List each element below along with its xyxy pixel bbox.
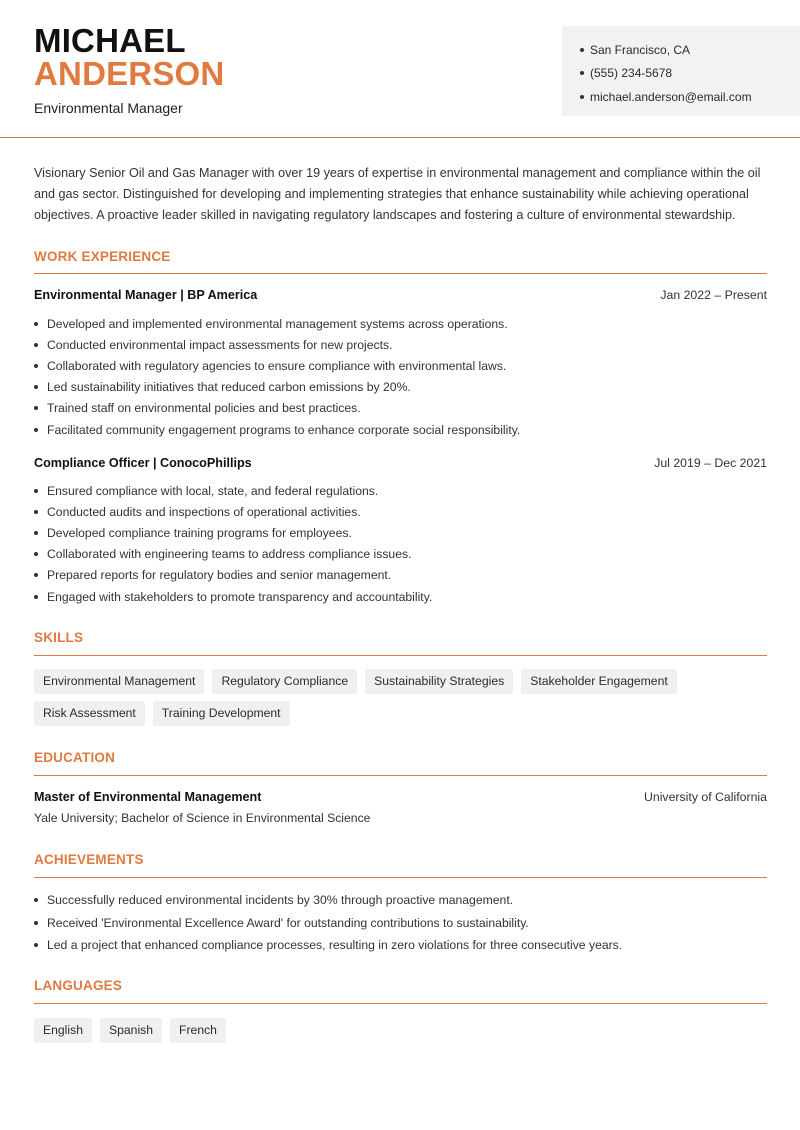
contact-email[interactable] (580, 85, 800, 109)
contact-box (562, 26, 800, 116)
skill-tag: Regulatory Compliance (212, 669, 357, 694)
bullet-icon (34, 428, 38, 432)
list-item (34, 480, 767, 501)
list-item (34, 586, 767, 607)
bullet-text: Collaborated with engineering teams to address compliance issues. (47, 547, 412, 562)
bullet-text: Led sustainability initiatives that reduced carbon emissions by 20%. (47, 380, 411, 395)
section-title-skills: SKILLS (34, 630, 84, 645)
job-header (34, 456, 767, 470)
bullet-icon (34, 385, 38, 389)
first-name: MICHAEL (34, 22, 186, 59)
education-detail: Yale University; Bachelor of Science in Environmental Science (34, 811, 371, 825)
list-item (34, 934, 767, 957)
bullet-text: Developed compliance training programs for employees. (47, 525, 352, 540)
bullet-text: Engaged with stakeholders to promote transparency and accountability. (47, 589, 433, 604)
language-tag: Spanish (100, 1018, 162, 1043)
bullet-icon (34, 406, 38, 410)
skill-tag: Training Development (153, 701, 290, 726)
contact-location (580, 38, 800, 62)
contact-phone-text: (555) 234-5678 (590, 66, 673, 81)
list-item (34, 889, 767, 912)
list-item (34, 501, 767, 522)
school: University of California (643, 790, 767, 804)
list-item (34, 522, 767, 543)
bullet-icon (34, 573, 38, 577)
job-date: Jul 2019 – Dec 2021 (654, 456, 767, 470)
section-title-languages: LANGUAGES (34, 978, 123, 993)
bullet-text: Collaborated with regulatory agencies to ensure compliance with environmental laws. (47, 358, 507, 373)
bullet-icon (34, 322, 38, 326)
bullet-icon (580, 71, 584, 75)
resume-header (0, 0, 800, 138)
bullet-icon (580, 95, 584, 99)
list-item (34, 912, 767, 935)
achievement-bullets (34, 889, 767, 957)
bullet-text: Trained staff on environmental policies and best practices. (47, 401, 361, 416)
section-divider (34, 273, 767, 274)
bullet-text: Received 'Environmental Excellence Award' for outstanding contributions to sustainability. (47, 915, 529, 930)
language-tags (34, 1018, 767, 1043)
bullet-icon (34, 510, 38, 514)
bullet-text: Conducted environmental impact assessments for new projects. (47, 337, 393, 352)
bullet-text: Prepared reports for regulatory bodies and senior management. (47, 568, 392, 583)
bullet-icon (34, 898, 38, 902)
bullet-icon (34, 552, 38, 556)
education-header (34, 790, 767, 804)
bullet-icon (580, 48, 584, 52)
job-role: Compliance Officer | ConocoPhillips (34, 456, 252, 470)
bullet-icon (34, 343, 38, 347)
list-item (34, 398, 767, 419)
section-title-education: EDUCATION (34, 750, 116, 765)
section-title-work: WORK EXPERIENCE (34, 249, 171, 264)
skill-tag: Environmental Management (34, 669, 204, 694)
summary: Visionary Senior Oil and Gas Manager with over 19 years of expertise in environmental management and compliance within the oil and gas sector. Distinguished for developing and implementing strategies that enhance sustainability while achieving operational objectives. A proactive leader skilled in navigating regulatory landscapes and fostering a culture of environmental stewardship. (34, 166, 761, 222)
skills-tags (34, 669, 767, 726)
bullet-text: Ensured compliance with local, state, and federal regulations. (47, 483, 379, 498)
list-item (34, 377, 767, 398)
list-item (34, 334, 767, 355)
bullet-icon (34, 921, 38, 925)
section-title-achievements: ACHIEVEMENTS (34, 852, 144, 867)
job-bullets (34, 480, 767, 607)
bullet-icon (34, 595, 38, 599)
bullet-text: Led a project that enhanced compliance processes, resulting in zero violations for three consecutive years. (47, 938, 623, 953)
language-tag: French (170, 1018, 226, 1043)
contact-email-text[interactable]: michael.anderson@email.com (590, 89, 752, 104)
degree: Master of Environmental Management (34, 790, 262, 804)
bullet-text: Conducted audits and inspections of operational activities. (47, 504, 361, 519)
job-date: Jan 2022 – Present (660, 288, 767, 302)
job-bullets (34, 313, 767, 440)
skill-tag: Sustainability Strategies (365, 669, 513, 694)
contact-location-text: San Francisco, CA (590, 42, 691, 57)
list-item (34, 313, 767, 334)
section-divider (34, 775, 767, 776)
list-item (34, 565, 767, 586)
bullet-icon (34, 364, 38, 368)
last-name: ANDERSON (34, 55, 225, 92)
list-item (34, 355, 767, 376)
bullet-icon (34, 943, 38, 947)
bullet-text: Facilitated community engagement programs to enhance corporate social responsibility. (47, 422, 521, 437)
section-divider (34, 877, 767, 878)
bullet-text: Developed and implemented environmental management systems across operations. (47, 316, 508, 331)
language-tag: English (34, 1018, 92, 1043)
section-divider (34, 655, 767, 656)
bullet-icon (34, 489, 38, 493)
list-item (34, 544, 767, 565)
bullet-text: Successfully reduced environmental incidents by 30% through proactive management. (47, 893, 514, 908)
skill-tag: Stakeholder Engagement (521, 669, 677, 694)
section-divider (34, 1003, 767, 1004)
bullet-icon (34, 531, 38, 535)
job-title: Environmental Manager (34, 100, 183, 116)
list-item (34, 419, 767, 440)
job-role: Environmental Manager | BP America (34, 288, 258, 302)
job-header (34, 288, 767, 302)
contact-phone (580, 62, 800, 86)
skill-tag: Risk Assessment (34, 701, 145, 726)
